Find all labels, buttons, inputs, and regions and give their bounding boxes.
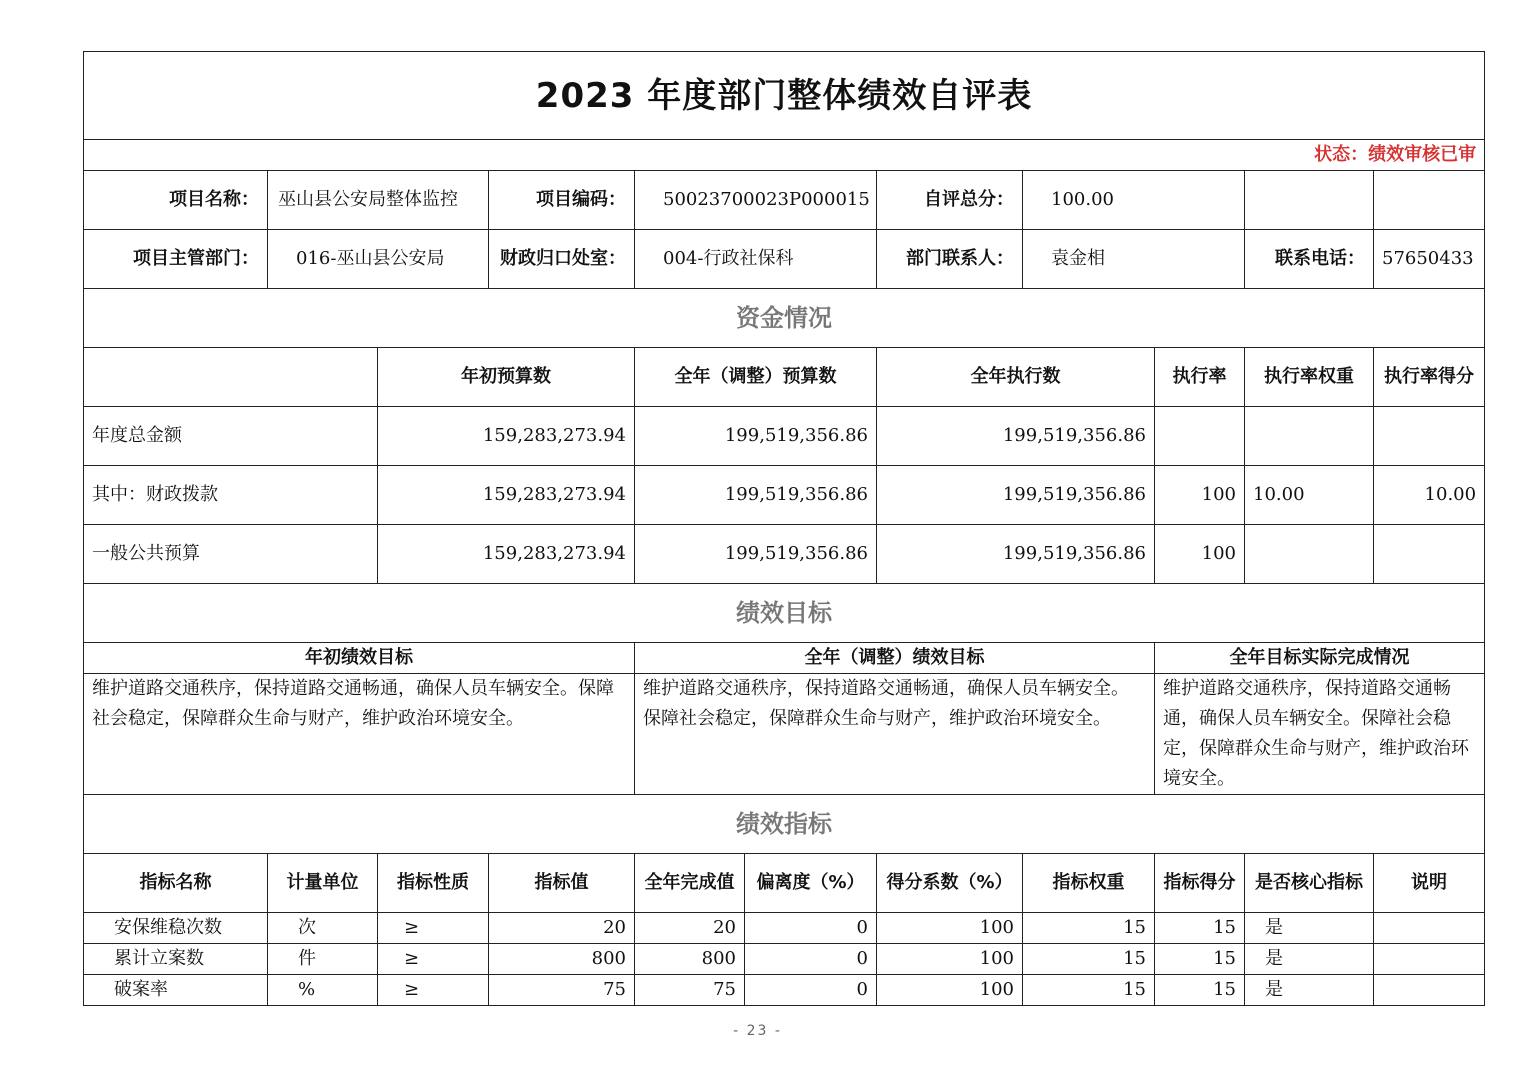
- indicator-done: 75: [635, 975, 745, 1006]
- funds-executed: 199,519,356.86: [877, 466, 1155, 525]
- indicator-name: 累计立案数: [84, 944, 268, 975]
- status-text: 状态：绩效审核已审: [84, 140, 1485, 171]
- funds-score: 10.00: [1374, 466, 1485, 525]
- finance-office-label: 财政归口处室：: [489, 230, 635, 289]
- indicator-weight: 15: [1023, 975, 1155, 1006]
- funds-row: [84, 466, 1485, 525]
- funds-rate: 100: [1155, 525, 1245, 584]
- empty-cell: [84, 348, 378, 407]
- funds-weight: [1245, 407, 1374, 466]
- indicator-header: 全年完成值: [635, 854, 745, 913]
- goals-header: 全年（调整）绩效目标: [635, 643, 1155, 674]
- indicator-note: [1374, 944, 1485, 975]
- funds-rate: 100: [1155, 466, 1245, 525]
- indicator-header: 得分系数（%）: [877, 854, 1023, 913]
- indicator-unit: 件: [268, 944, 378, 975]
- indicator-header: 是否核心指标: [1245, 854, 1374, 913]
- funds-header: 年初预算数: [378, 348, 635, 407]
- funds-row: [84, 525, 1485, 584]
- indicator-header: 指标值: [489, 854, 635, 913]
- indicator-value: 20: [489, 913, 635, 944]
- funds-initial: 159,283,273.94: [378, 466, 635, 525]
- dept-label: 项目主管部门：: [84, 230, 268, 289]
- project-code-label: 项目编码：: [489, 171, 635, 230]
- indicator-header: 指标性质: [378, 854, 489, 913]
- empty-cell: [1374, 171, 1485, 230]
- funds-adjusted: 199,519,356.86: [635, 525, 877, 584]
- funds-executed: 199,519,356.86: [877, 525, 1155, 584]
- indicator-weight: 15: [1023, 913, 1155, 944]
- finance-office: 004-行政社保科: [635, 230, 877, 289]
- indicator-note: [1374, 975, 1485, 1006]
- indicator-header: 计量单位: [268, 854, 378, 913]
- goals-header: 年初绩效目标: [84, 643, 635, 674]
- indicator-name: 安保维稳次数: [84, 913, 268, 944]
- funds-section-title: 资金情况: [84, 289, 1485, 348]
- indicator-unit: 次: [268, 913, 378, 944]
- indicator-nature: ≥: [378, 944, 489, 975]
- funds-weight: 10.00: [1245, 466, 1374, 525]
- indicator-coefficient: 100: [877, 944, 1023, 975]
- indicator-value: 800: [489, 944, 635, 975]
- indicator-row: [84, 913, 1485, 944]
- indicator-header: 指标得分: [1155, 854, 1245, 913]
- funds-row-name: 年度总金额: [84, 407, 378, 466]
- funds-adjusted: 199,519,356.86: [635, 407, 877, 466]
- self-score: 100.00: [1023, 171, 1245, 230]
- indicator-header: 指标名称: [84, 854, 268, 913]
- funds-header: 全年执行数: [877, 348, 1155, 407]
- indicator-core: 是: [1245, 944, 1374, 975]
- goal-actual: 维护道路交通秩序，保持道路交通畅通，确保人员车辆安全。保障社会稳定，保障群众生命与财产，维护政治环境安全。: [1155, 674, 1485, 795]
- phone: 57650433: [1374, 230, 1485, 289]
- funds-header: 执行率得分: [1374, 348, 1485, 407]
- funds-executed: 199,519,356.86: [877, 407, 1155, 466]
- indicator-coefficient: 100: [877, 913, 1023, 944]
- indicator-deviation: 0: [745, 975, 877, 1006]
- funds-score: [1374, 407, 1485, 466]
- funds-initial: 159,283,273.94: [378, 407, 635, 466]
- goal-adjusted: 维护道路交通秩序，保持道路交通畅通，确保人员车辆安全。保障社会稳定，保障群众生命与财产，维护政治环境安全。: [635, 674, 1155, 795]
- phone-label: 联系电话：: [1245, 230, 1374, 289]
- indicator-unit: %: [268, 975, 378, 1006]
- funds-initial: 159,283,273.94: [378, 525, 635, 584]
- goals-header: 全年目标实际完成情况: [1155, 643, 1485, 674]
- contact-label: 部门联系人：: [877, 230, 1023, 289]
- goals-section-title: 绩效目标: [84, 584, 1485, 643]
- funds-adjusted: 199,519,356.86: [635, 466, 877, 525]
- indicator-header: 指标权重: [1023, 854, 1155, 913]
- indicators-section-title: 绩效指标: [84, 795, 1485, 854]
- project-code: 50023700023P000015: [635, 171, 877, 230]
- contact: 袁金相: [1023, 230, 1245, 289]
- dept: 016-巫山县公安局: [268, 230, 489, 289]
- page-title: 2023 年度部门整体绩效自评表: [84, 52, 1485, 140]
- self-evaluation-table: [83, 51, 1485, 1006]
- funds-rate: [1155, 407, 1245, 466]
- funds-row-name: 其中：财政拨款: [84, 466, 378, 525]
- funds-weight: [1245, 525, 1374, 584]
- indicator-note: [1374, 913, 1485, 944]
- funds-header: 全年（调整）预算数: [635, 348, 877, 407]
- page-number: - 23 -: [733, 1023, 782, 1039]
- indicator-header: 偏离度（%）: [745, 854, 877, 913]
- funds-score: [1374, 525, 1485, 584]
- indicator-deviation: 0: [745, 913, 877, 944]
- indicator-nature: ≥: [378, 975, 489, 1006]
- indicator-row: [84, 944, 1485, 975]
- indicator-header: 说明: [1374, 854, 1485, 913]
- self-score-label: 自评总分：: [877, 171, 1023, 230]
- indicator-weight: 15: [1023, 944, 1155, 975]
- funds-row: [84, 407, 1485, 466]
- funds-header: 执行率: [1155, 348, 1245, 407]
- indicator-coefficient: 100: [877, 975, 1023, 1006]
- empty-cell: [1245, 171, 1374, 230]
- indicator-done: 20: [635, 913, 745, 944]
- funds-header: 执行率权重: [1245, 348, 1374, 407]
- project-name-label: 项目名称：: [84, 171, 268, 230]
- indicator-deviation: 0: [745, 944, 877, 975]
- indicator-name: 破案率: [84, 975, 268, 1006]
- indicator-core: 是: [1245, 975, 1374, 1006]
- indicator-score: 15: [1155, 975, 1245, 1006]
- indicator-nature: ≥: [378, 913, 489, 944]
- funds-row-name: 一般公共预算: [84, 525, 378, 584]
- indicator-row: [84, 975, 1485, 1006]
- indicator-core: 是: [1245, 913, 1374, 944]
- indicator-score: 15: [1155, 944, 1245, 975]
- indicator-score: 15: [1155, 913, 1245, 944]
- indicator-value: 75: [489, 975, 635, 1006]
- goal-initial: 维护道路交通秩序，保持道路交通畅通，确保人员车辆安全。保障社会稳定，保障群众生命与财产，维护政治环境安全。: [84, 674, 635, 795]
- indicator-done: 800: [635, 944, 745, 975]
- project-name: 巫山县公安局整体监控: [268, 171, 489, 230]
